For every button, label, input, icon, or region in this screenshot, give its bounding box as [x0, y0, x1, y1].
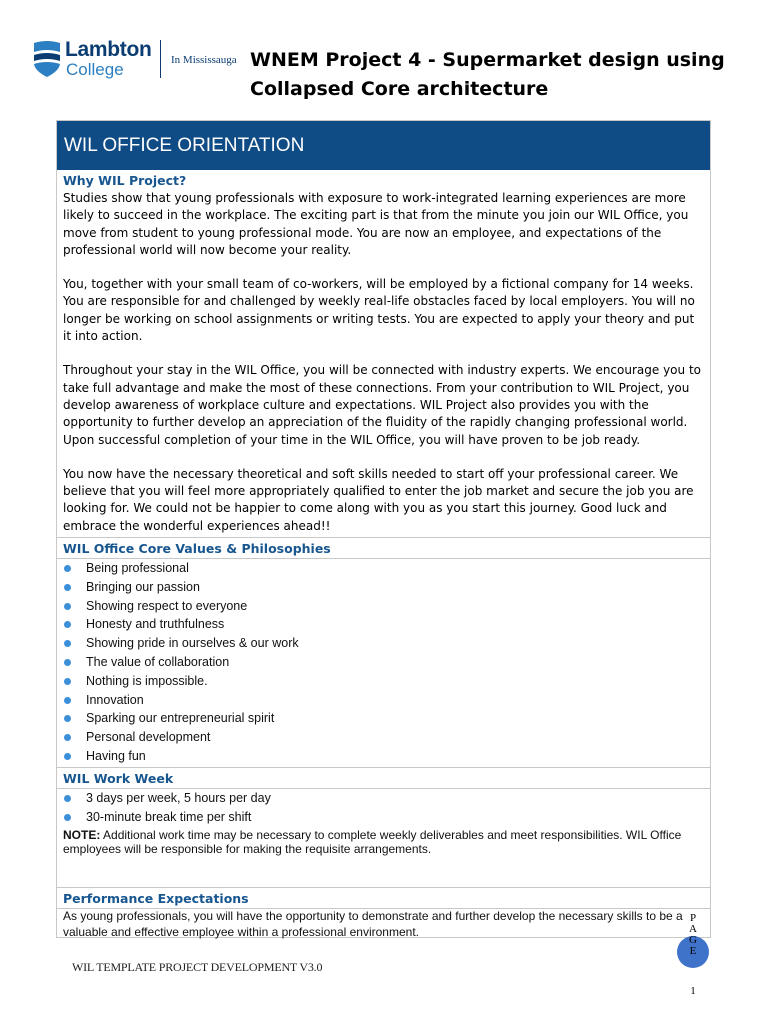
- bullet-icon: [64, 659, 71, 666]
- list-item: [63, 653, 710, 672]
- bullet-icon: [64, 814, 71, 821]
- page-letter: E: [689, 945, 697, 957]
- performance-heading: Performance Expectations: [57, 887, 710, 909]
- list-item: [63, 747, 710, 766]
- list-item: [63, 597, 710, 616]
- list-item-text: Nothing is impossible.: [86, 673, 208, 688]
- core-values-list: [57, 559, 710, 766]
- page-letter: G: [689, 934, 697, 946]
- paragraph: You now have the necessary theoretical and soft skills needed to start off your professional career. We believe that you will feel more appropriately qualified to enter the job market and secure the job you are looking for. We could not be happier to come along with you as you start this journey. Good luck and embrace the wonderful experiences ahead!!: [63, 466, 694, 533]
- list-item: [63, 789, 710, 808]
- bullet-icon: [64, 678, 71, 685]
- footer-template-label: WIL TEMPLATE PROJECT DEVELOPMENT V3.0: [72, 960, 323, 974]
- note-label: NOTE:: [63, 827, 101, 842]
- performance-text: As young professionals, you will have the opportunity to demonstrate and further develop the necessary skills to be a valuable and effective employee within a professional environment.: [63, 909, 683, 939]
- why-wil-heading: Why WIL Project?: [63, 173, 187, 188]
- bullet-icon: [64, 795, 71, 802]
- bullet-icon: [64, 640, 71, 647]
- bullet-icon: [64, 621, 71, 628]
- work-week-heading: WIL Work Week: [57, 767, 710, 789]
- paragraph: Throughout your stay in the WIL Office, you will be connected with industry experts. We encourage you to take full advantage and make the most of these connections. From your contribution to WIL Project, you develop awareness of workplace culture and expectations. WIL Project also provides you with the opportunity to further develop an appreciation of the fluidity of the rapidly changing professional world. Upon successful completion of your time in the WIL Office, you will have proven to be job ready.: [63, 363, 701, 447]
- logo-location: In Mississauga: [171, 54, 237, 66]
- paragraph: You, together with your small team of co-workers, will be employed by a fictional company for 14 weeks. You are responsible for and challenged by weekly real-life obstacles faced by local employers. You will no longer be working on school assignments or writing tests. You are expected to apply your theory and put it into action.: [63, 277, 695, 344]
- list-item-text: 30-minute break time per shift: [86, 809, 252, 824]
- core-values-heading: WIL Office Core Values & Philosophies: [57, 537, 710, 559]
- bullet-icon: [64, 584, 71, 591]
- list-item: [63, 559, 710, 578]
- list-item-text: 3 days per week, 5 hours per day: [86, 791, 271, 805]
- section-banner: WIL OFFICE ORIENTATION: [57, 121, 710, 170]
- work-week-note: [57, 828, 710, 857]
- lambton-college-logo: [18, 32, 242, 94]
- list-item-text: The value of collaboration: [86, 654, 230, 669]
- page-letter: A: [689, 923, 697, 935]
- page-label-vertical: [686, 913, 700, 957]
- list-item-text: Personal development: [86, 730, 211, 745]
- paragraph: Studies show that young professionals with exposure to work-integrated learning experiences are more likely to succeed in the workplace. The exciting part is that from the minute you join our WIL Office, you move from student to young professional mode. You are now an employee, and expectations of the professional world will now become your reality.: [63, 191, 689, 257]
- list-item-text: Honesty and truthfulness: [86, 617, 225, 632]
- bullet-icon: [64, 603, 71, 610]
- list-item: [63, 728, 710, 747]
- work-week-section: [57, 789, 710, 887]
- shield-icon: [32, 40, 62, 78]
- list-item-text: Sparking our entrepreneurial spirit: [86, 711, 275, 726]
- logo-name: Lambton: [65, 38, 152, 61]
- list-item-text: Showing pride in ourselves & our work: [86, 636, 299, 651]
- bullet-icon: [64, 565, 71, 572]
- document-title: WNEM Project 4 - Supermarket design using Collapsed Core architecture: [250, 49, 725, 100]
- list-item: [63, 615, 710, 634]
- note-text: Additional work time may be necessary to complete weekly deliverables and meet responsibilities. WIL Office employees will be responsible for making the requisite arrangements.: [63, 827, 682, 857]
- list-item: [63, 634, 710, 653]
- list-item: [63, 691, 710, 710]
- work-week-list: [57, 789, 710, 827]
- bullet-icon: [64, 753, 71, 760]
- page-number: 1: [690, 985, 696, 997]
- bullet-icon: [64, 734, 71, 741]
- list-item-text: Showing respect to everyone: [86, 598, 248, 613]
- bullet-icon: [64, 715, 71, 722]
- orientation-box: [56, 120, 711, 938]
- list-item-text: Having fun: [86, 748, 146, 763]
- list-item-text: Bringing our passion: [86, 579, 200, 594]
- list-item: [63, 709, 710, 728]
- logo-divider: [160, 40, 161, 78]
- why-wil-body: [57, 190, 710, 537]
- core-values-list-section: [57, 559, 710, 767]
- list-item: [63, 672, 710, 691]
- page-letter: P: [689, 912, 697, 924]
- list-item: [63, 578, 710, 597]
- bullet-icon: [64, 697, 71, 704]
- list-item: [63, 808, 710, 827]
- logo-subname: College: [66, 60, 124, 79]
- list-item-text: Being professional: [86, 561, 189, 575]
- list-item-text: Innovation: [86, 692, 144, 707]
